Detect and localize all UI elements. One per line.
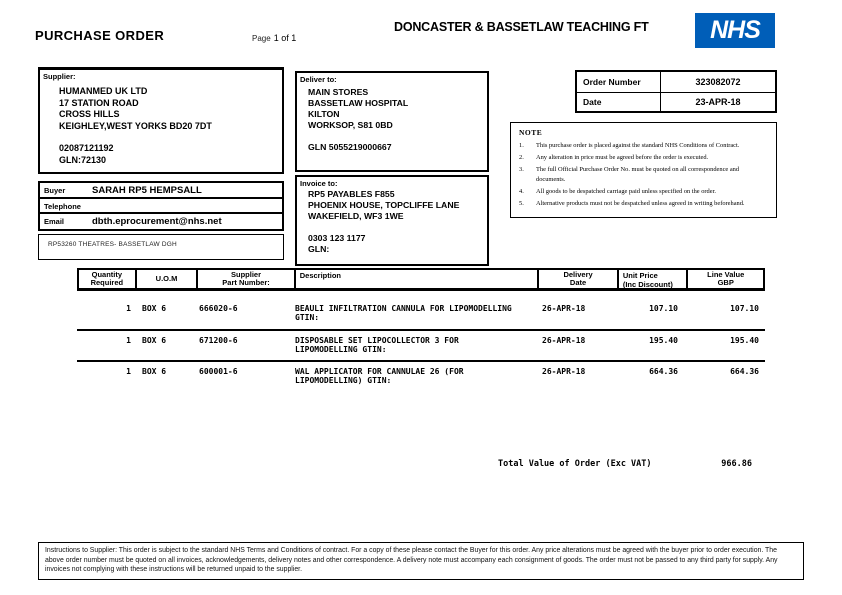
invoice-address-line bbox=[308, 222, 487, 233]
page-value: 1 of 1 bbox=[273, 33, 297, 43]
header-line: Description bbox=[299, 271, 341, 280]
supplier-address-line bbox=[59, 132, 282, 143]
order-number-label: Order Number bbox=[577, 72, 661, 92]
note-item-text: The full Official Purchase Order No. must be quoted on all correspondence and documents. bbox=[536, 166, 740, 183]
item-uom: BOX 6 bbox=[142, 304, 167, 313]
invoice-to-label: Invoice to: bbox=[300, 179, 338, 188]
page-label: Page bbox=[252, 34, 271, 43]
page-title: PURCHASE ORDER bbox=[35, 28, 165, 43]
item-quantity: 1 bbox=[126, 336, 131, 345]
header-line-value bbox=[688, 270, 763, 288]
item-delivery-date: 26-APR-18 bbox=[542, 304, 586, 313]
deliver-to-address bbox=[308, 87, 487, 153]
note-item bbox=[519, 165, 769, 184]
total-label: Total Value of Order (Exc VAT) bbox=[498, 459, 652, 469]
note-item-number: 5. bbox=[519, 199, 524, 207]
supplier-label: Supplier: bbox=[43, 72, 76, 81]
deliver-address-line: KILTON bbox=[308, 109, 340, 119]
item-line-value: 664.36 bbox=[730, 367, 759, 376]
item-line-value: 107.10 bbox=[730, 304, 759, 313]
item-part-number: 666020-6 bbox=[199, 304, 238, 313]
note-item-text: All goods to be despatched carriage paid unless specified on the order. bbox=[536, 187, 716, 195]
note-item bbox=[519, 187, 769, 197]
note-item-text: Alternative products must not be despatched unless agreed in writing beforehand. bbox=[536, 199, 745, 207]
row-separator bbox=[77, 329, 765, 331]
header-line: U.O.M bbox=[155, 273, 178, 283]
note-item-number: 2. bbox=[519, 154, 524, 161]
item-description: WAL APPLICATOR FOR CANNULAE 26 (FOR LIPOMODELLING) GTIN: bbox=[295, 367, 464, 385]
header-line: Unit Price bbox=[622, 271, 658, 280]
invoice-to-address bbox=[308, 189, 487, 255]
item-unit-price: 664.36 bbox=[649, 367, 678, 376]
order-number-row bbox=[577, 72, 775, 93]
invoice-address-line: WAKEFIELD, WF3 1WE bbox=[308, 211, 404, 221]
item-delivery-date: 26-APR-18 bbox=[542, 336, 586, 345]
item-quantity: 1 bbox=[126, 367, 131, 376]
items-table-header bbox=[77, 268, 765, 291]
note-item-text: Any alteration in price must be agreed before the order is executed. bbox=[536, 154, 709, 161]
header-line: Line Value bbox=[707, 269, 745, 279]
note-item-number: 1. bbox=[519, 142, 524, 149]
header-uom bbox=[137, 270, 199, 288]
invoice-gln: GLN: bbox=[308, 244, 330, 254]
header-line: Delivery bbox=[563, 269, 593, 279]
supplier-gln: GLN:72130 bbox=[59, 154, 107, 165]
email-label: Email bbox=[44, 217, 65, 226]
deliver-address-line: MAIN STORES bbox=[308, 87, 369, 97]
reference-text: RP53260 THEATRES- BASSETLAW DGH bbox=[48, 241, 177, 248]
item-row bbox=[77, 337, 765, 354]
note-item-number: 3. bbox=[519, 166, 524, 173]
note-item bbox=[519, 199, 769, 209]
trust-name: DONCASTER & BASSETLAW TEACHING FT bbox=[394, 20, 649, 34]
item-quantity: 1 bbox=[126, 304, 131, 313]
order-date-value: 23-APR-18 bbox=[695, 97, 741, 108]
buyer-value: SARAH RP5 HEMPSALL bbox=[92, 185, 202, 196]
header-line: Supplier bbox=[231, 269, 262, 279]
supplier-box bbox=[38, 67, 284, 174]
order-date-row bbox=[577, 93, 775, 113]
item-uom: BOX 6 bbox=[142, 336, 167, 345]
header-unit-price bbox=[619, 270, 689, 288]
page-number bbox=[252, 33, 296, 43]
header-quantity bbox=[79, 270, 137, 288]
item-unit-price: 195.40 bbox=[649, 336, 678, 345]
note-item bbox=[519, 141, 769, 151]
item-part-number: 671200-6 bbox=[199, 336, 238, 345]
deliver-to-box bbox=[295, 71, 489, 172]
item-row bbox=[77, 305, 765, 322]
header-delivery-date bbox=[539, 270, 619, 288]
telephone-label: Telephone bbox=[44, 202, 81, 211]
deliver-address-line: BASSETLAW HOSPITAL bbox=[308, 98, 409, 108]
invoice-to-box bbox=[295, 175, 489, 266]
order-info-table bbox=[575, 70, 777, 113]
supplier-address-line: HUMANMED UK LTD bbox=[59, 86, 148, 96]
supplier-address bbox=[59, 86, 282, 166]
invoice-address-line: PHOENIX HOUSE, TOPCLIFFE LANE bbox=[308, 200, 460, 210]
header-line: Date bbox=[569, 278, 587, 287]
row-separator bbox=[77, 360, 765, 362]
supplier-address-line: CROSS HILLS bbox=[59, 109, 120, 119]
note-item-text: This purchase order is placed against the standard NHS Conditions of Contract. bbox=[536, 142, 740, 149]
item-unit-price: 107.10 bbox=[649, 304, 678, 313]
total-value: 966.86 bbox=[721, 459, 752, 469]
item-part-number: 600001-6 bbox=[199, 367, 238, 376]
note-item-number: 4. bbox=[519, 187, 524, 195]
header-line: Required bbox=[90, 278, 124, 287]
item-uom: BOX 6 bbox=[142, 367, 167, 376]
invoice-phone: 0303 123 1177 bbox=[308, 233, 366, 243]
header-supplier-part bbox=[198, 270, 295, 288]
deliver-address-line: WORKSOP, S81 0BD bbox=[308, 120, 393, 130]
item-delivery-date: 26-APR-18 bbox=[542, 367, 586, 376]
supplier-address-line: 17 STATION ROAD bbox=[59, 97, 139, 108]
item-description: BEAULI INFILTRATION CANNULA FOR LIPOMODELLING GTIN: bbox=[295, 304, 512, 322]
note-item bbox=[519, 153, 769, 163]
invoice-address-line: RP5 PAYABLES F855 bbox=[308, 189, 395, 199]
item-row bbox=[77, 368, 765, 385]
item-description: DISPOSABLE SET LIPOCOLLECTOR 3 FOR LIPOMODELLING GTIN: bbox=[295, 336, 459, 354]
header-line: Part Number: bbox=[222, 278, 270, 287]
supplier-address-line: KEIGHLEY,WEST YORKS BD20 7DT bbox=[59, 120, 212, 131]
reference-box bbox=[38, 234, 284, 260]
deliver-gln: GLN 5055219000667 bbox=[308, 142, 392, 152]
supplier-phone: 02087121192 bbox=[59, 143, 114, 153]
header-line: Quantity bbox=[91, 269, 123, 279]
footer-instructions: Instructions to Supplier: This order is subject to the standard NHS Terms and Conditions of contract. For a copy of these please contact the Buyer for this order. Any price alterations must be agreed with the buyer prior to order execution. The above order number must be quoted on all invoices, acknowledgements, delivery notes and other correspondence. A delivery note must accompany each consignment of goods. The order must not be passed to any third party for supply. Any invoices not complying with these instructions will be returned unpaid to the supplier. bbox=[38, 542, 804, 580]
note-title: NOTE bbox=[519, 128, 543, 137]
deliver-address-line bbox=[308, 131, 487, 142]
buyer-label: Buyer bbox=[44, 186, 66, 195]
order-number-value: 323082072 bbox=[695, 76, 741, 87]
nhs-logo: NHS bbox=[695, 13, 775, 48]
email-value: dbth.eprocurement@nhs.net bbox=[92, 216, 222, 227]
email-row bbox=[38, 212, 284, 231]
header-line: GBP bbox=[717, 278, 734, 287]
header-line: (Inc Discount) bbox=[622, 279, 673, 289]
header-description bbox=[296, 270, 540, 288]
item-line-value: 195.40 bbox=[730, 336, 759, 345]
note-box bbox=[510, 122, 777, 218]
order-date-label: Date bbox=[577, 93, 661, 113]
deliver-to-label: Deliver to: bbox=[300, 75, 337, 84]
